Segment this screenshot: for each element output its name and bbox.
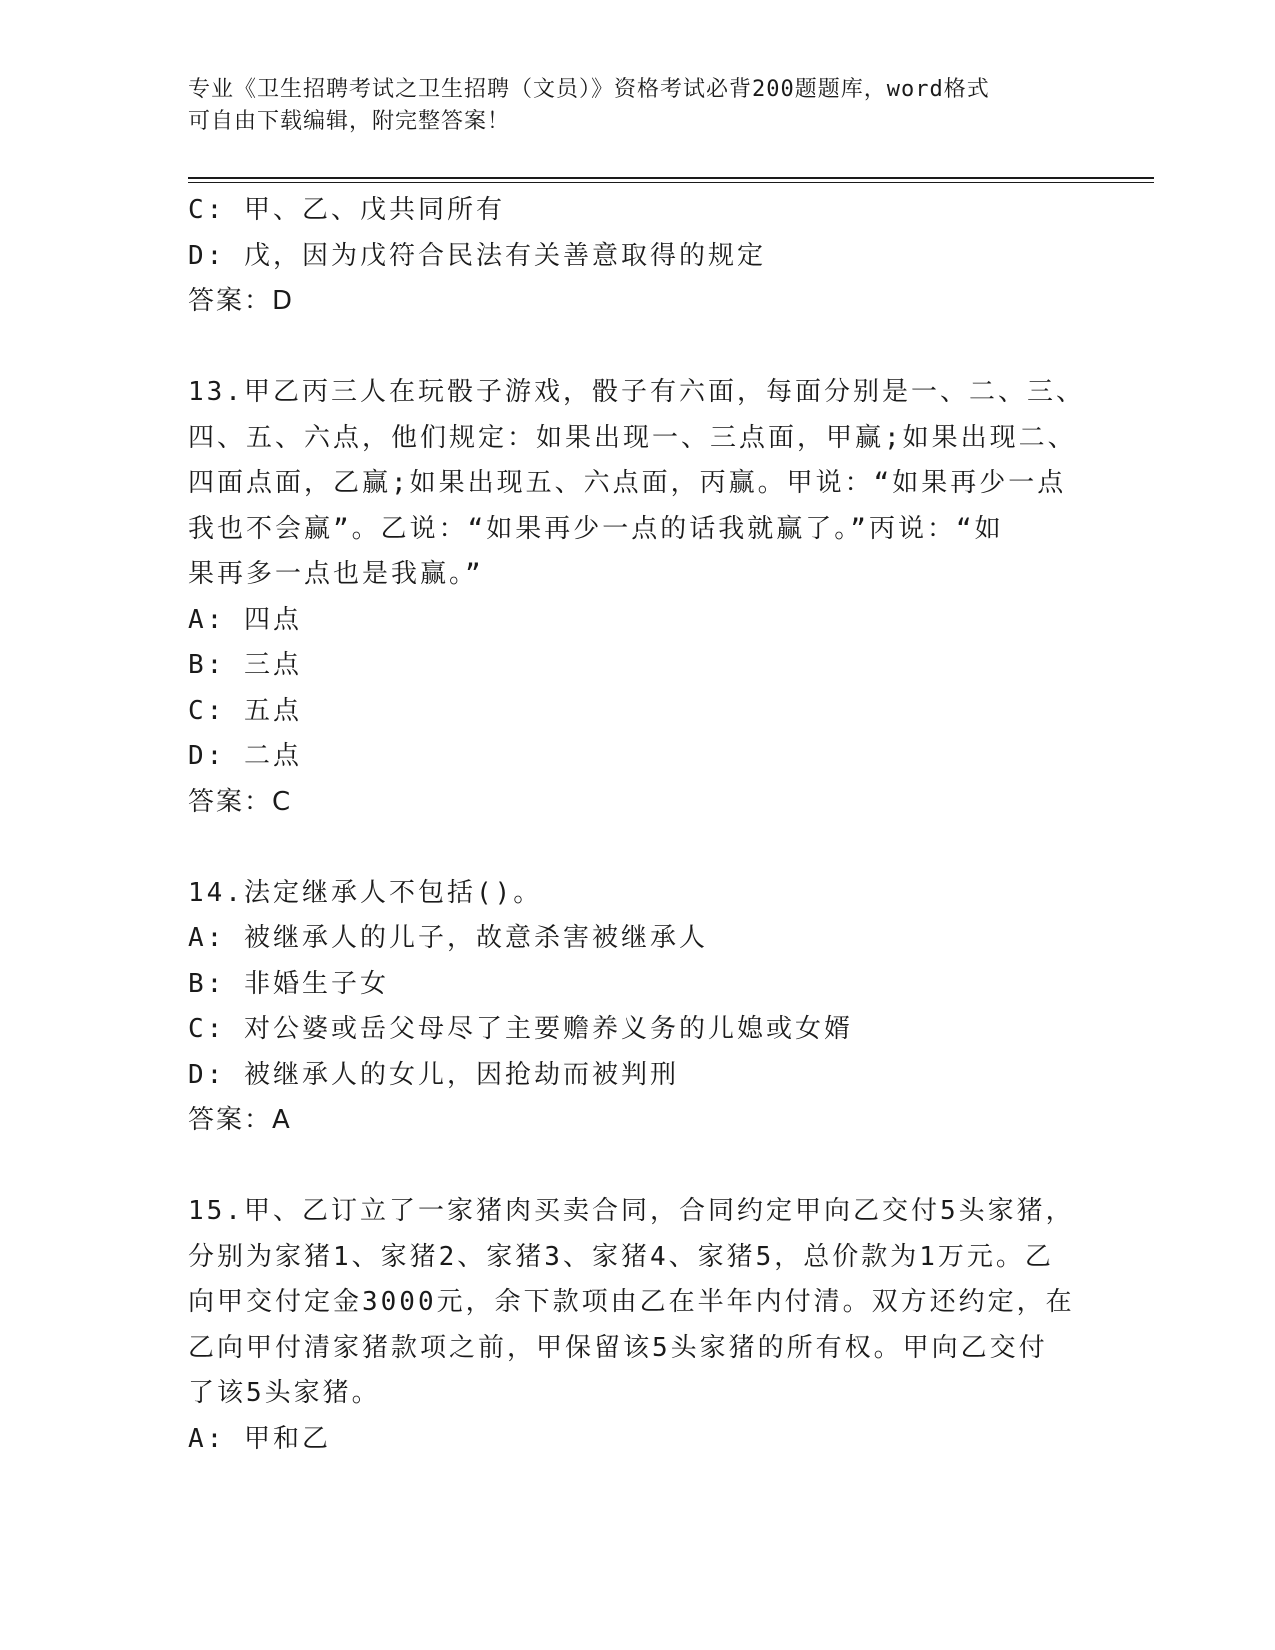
spacer <box>188 325 1088 371</box>
question-14 <box>188 871 1088 1144</box>
header-title-line-1: 专业《卫生招聘考试之卫生招聘（文员）》资格考试必背200题题库，word格式 <box>188 77 990 102</box>
question-stem-line: 15.甲、乙订立了一家猪肉买卖合同，合同约定甲向乙交付5头家猪， <box>188 1196 1075 1226</box>
option-c: C: 对公婆或岳父母尽了主要赡养义务的儿媳或女婿 <box>188 1014 853 1044</box>
spacer <box>188 1144 1088 1190</box>
spacer <box>188 825 1088 871</box>
option-c: C: 甲、乙、戊共同所有 <box>188 195 505 225</box>
header-title-line-2: 可自由下载编辑，附完整答案！ <box>188 109 511 134</box>
option-d: D: 二点 <box>188 741 302 771</box>
question-stem-line: 我也不会赢”。乙说：“如果再少一点的话我就赢了。”丙说：“如 <box>188 513 1004 544</box>
question-stem-line: 14.法定继承人不包括()。 <box>188 877 543 908</box>
header-divider-thin <box>188 182 1154 183</box>
question-stem-line: 13.甲乙丙三人在玩骰子游戏，骰子有六面，每面分别是一、二、三、 <box>188 377 1085 407</box>
option-d: D: 被继承人的女儿，因抢劫而被判刑 <box>188 1059 679 1090</box>
question-list <box>188 188 1088 1462</box>
option-a: A: 甲和乙 <box>188 1423 331 1454</box>
question-15 <box>188 1189 1088 1462</box>
answer-line: 答案：D <box>188 286 295 316</box>
question-stem-line: 分别为家猪1、家猪2、家猪3、家猪4、家猪5，总价款为1万元。乙 <box>188 1241 1054 1272</box>
answer-line: 答案：C <box>188 786 293 817</box>
option-b: B: 三点 <box>188 650 302 680</box>
question-13 <box>188 370 1088 825</box>
option-a: A: 被继承人的儿子，故意杀害被继承人 <box>188 923 708 953</box>
question-stem-line: 四、五、六点，他们规定：如果出现一、三点面，甲赢;如果出现二、 <box>188 422 1077 453</box>
question-stem-line: 了该5头家猪。 <box>188 1378 381 1408</box>
answer-line: 答案：A <box>188 1105 292 1135</box>
question-stem-line: 乙向甲付清家猪款项之前，甲保留该5头家猪的所有权。甲向乙交付 <box>188 1332 1048 1363</box>
header-divider-thick <box>188 177 1154 179</box>
page-header <box>188 74 1088 138</box>
question-stem-line: 向甲交付定金3000元，余下款项由乙在半年内付清。双方还约定，在 <box>188 1287 1075 1317</box>
question-12-tail <box>188 188 1088 325</box>
question-stem-line: 果再多一点也是我赢。” <box>188 559 484 589</box>
option-c: C: 五点 <box>188 695 302 726</box>
option-b: B: 非婚生子女 <box>188 968 389 999</box>
option-d: D: 戊，因为戊符合民法有关善意取得的规定 <box>188 240 766 271</box>
option-a: A: 四点 <box>188 604 302 635</box>
question-stem-line: 四面点面，乙赢;如果出现五、六点面，丙赢。甲说：“如果再少一点 <box>188 468 1067 498</box>
